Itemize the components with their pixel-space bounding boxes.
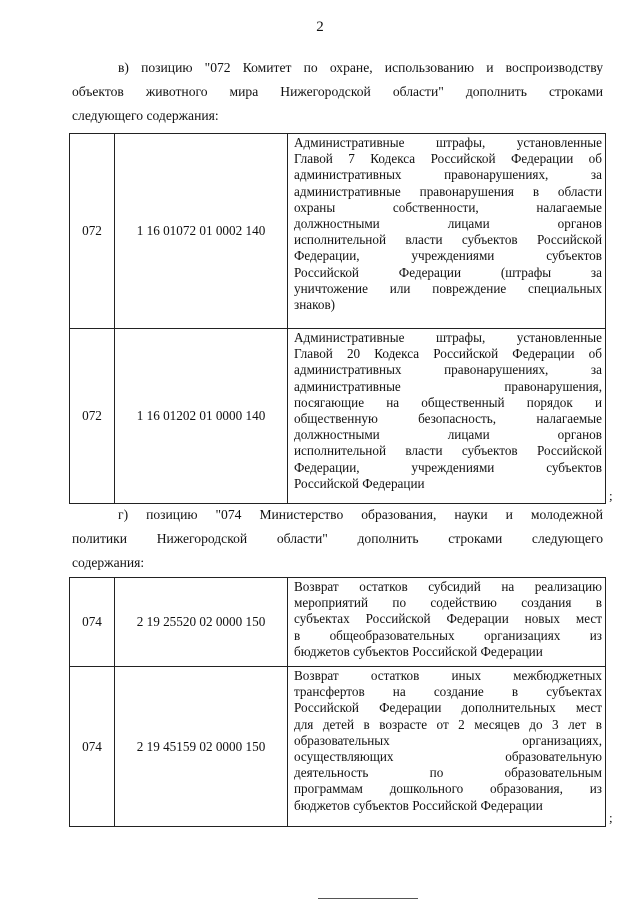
table-row: [70, 134, 606, 329]
description-line: знаков): [294, 296, 336, 312]
description-line: трансфертов на создание в субъектах: [294, 684, 602, 700]
description-line: административных правонарушениях, за: [294, 167, 602, 183]
table-cell-code: 074: [70, 578, 115, 667]
section-g-paragraph: [72, 503, 603, 575]
description-line: Главой 20 Кодекса Российской Федерации об: [294, 346, 602, 362]
description-line: субъектах Российской Федерации новых мест: [294, 611, 602, 627]
table-cell-description: [288, 667, 606, 827]
section-g-line: политики Нижегородской области" дополнить строками следующего: [72, 531, 603, 546]
description-line: Российской Федерации: [294, 475, 425, 491]
description-line: должностными лицами органов: [294, 427, 602, 443]
table-cell-kbk: 2 19 45159 02 0000 150: [115, 667, 288, 827]
table-cell-code: 074: [70, 667, 115, 827]
table-row: [70, 667, 606, 827]
description-line: бюджетов субъектов Российской Федерации: [294, 797, 543, 813]
description-line: исполнительной власти субъектов Российской: [294, 232, 602, 248]
table-row: [70, 578, 606, 667]
trailing-semicolon: ;: [609, 810, 613, 825]
description-line: мероприятий по содействию создания в: [294, 595, 602, 611]
section-v-paragraph: [72, 56, 603, 128]
table-074: [69, 577, 606, 827]
description-line: программам дошкольного образования, из: [294, 781, 602, 797]
section-v-line: следующего содержания:: [72, 108, 219, 123]
table-cell-description: [288, 578, 606, 667]
description-line: в общеобразовательных организациях из: [294, 627, 602, 643]
description-line: Главой 7 Кодекса Российской Федерации об: [294, 151, 602, 167]
section-v-line: в) позицию "072 Комитет по охране, использованию и воспроизводству: [118, 60, 603, 75]
trailing-semicolon: ;: [609, 488, 613, 503]
description-line: Административные штрафы, установленные: [294, 330, 602, 345]
description-line: исполнительной власти субъектов Российской: [294, 443, 602, 459]
description-line: Возврат остатков иных межбюджетных: [294, 668, 602, 683]
description-line: деятельность по образовательным: [294, 765, 602, 781]
table-cell-description: [288, 329, 606, 504]
description-line: уничтожение или повреждение специальных: [294, 280, 602, 296]
table-cell-code: 072: [70, 329, 115, 504]
description-line: административные правонарушения,: [294, 378, 602, 394]
description-line: общественную безопасность, налагаемые: [294, 410, 602, 426]
description-line: бюджетов субъектов Российской Федерации: [294, 643, 543, 659]
description-line: образовательных организациях,: [294, 732, 602, 748]
description-line: административных правонарушениях, за: [294, 362, 602, 378]
page-number: 2: [316, 19, 324, 35]
description-line: Возврат остатков субсидий на реализацию: [294, 579, 602, 594]
description-line: должностными лицами органов: [294, 215, 602, 231]
description-line: осуществляющих образовательную: [294, 748, 602, 764]
table-row: [70, 329, 606, 504]
section-g-line: содержания:: [72, 555, 145, 570]
description-line: Федерации, учреждениями субъектов: [294, 459, 602, 475]
description-line: посягающие на общественный порядок и: [294, 394, 602, 410]
table-072: [69, 133, 606, 504]
section-v-line: объектов животного мира Нижегородской области" дополнить строками: [72, 84, 603, 99]
table-cell-code: 072: [70, 134, 115, 329]
table-cell-kbk: 1 16 01072 01 0002 140: [115, 134, 288, 329]
table-cell-kbk: 2 19 25520 02 0000 150: [115, 578, 288, 667]
section-g-line: г) позицию "074 Министерство образования, науки и молодежной: [118, 507, 603, 522]
description-line: охраны собственности, налагаемые: [294, 199, 602, 215]
description-line: Административные штрафы, установленные: [294, 135, 602, 150]
description-line: Российской Федерации дополнительных мест: [294, 700, 602, 716]
description-line: административные правонарушения в области: [294, 183, 602, 199]
description-line: Федерации, учреждениями субъектов: [294, 248, 602, 264]
table-cell-kbk: 1 16 01202 01 0000 140: [115, 329, 288, 504]
footer-separator-line: [318, 898, 418, 899]
description-line: для детей в возрасте от 2 месяцев до 3 лет в: [294, 716, 602, 732]
table-cell-description: [288, 134, 606, 329]
description-line: Российской Федерации (штрафы за: [294, 264, 602, 280]
